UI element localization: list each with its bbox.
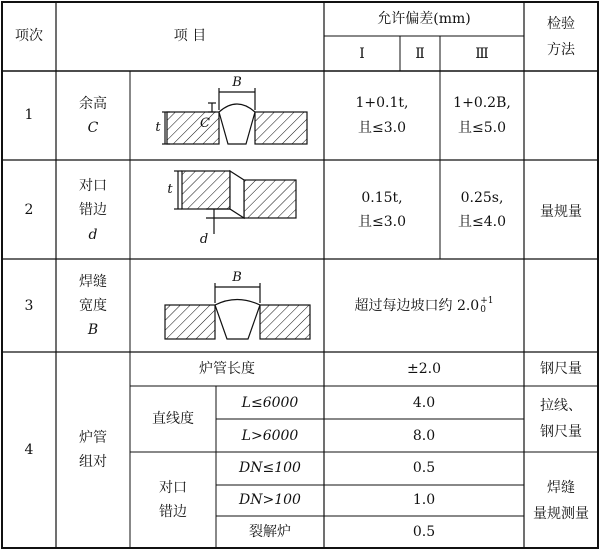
header-grade-3: Ⅲ	[475, 46, 489, 62]
row1-name: 余高	[79, 96, 107, 112]
row4-straight-le-label: L≤6000	[241, 395, 299, 411]
row4-straight-method-2: 钢尺量	[540, 424, 582, 440]
row2-no: 2	[24, 202, 34, 218]
row4-offset-cracker-label: 裂解炉	[249, 524, 291, 540]
row2-dim-t: t	[167, 182, 173, 197]
row2-symbol: d	[88, 227, 98, 243]
row4-offset-method-2: 量规测量	[533, 506, 589, 522]
header-method-1: 检验	[547, 16, 575, 32]
row3-tolerance	[355, 297, 494, 315]
row1-dim-b: B	[232, 75, 242, 90]
row2-tol12-line2: 且≤3.0	[358, 214, 406, 230]
row4-name-1: 炉管	[79, 430, 107, 446]
row4-group-offset-2: 错边	[159, 504, 187, 520]
row2-dim-d: d	[199, 232, 209, 247]
row3-dim-b: B	[232, 270, 242, 285]
row2-tol12-line1: 0.15t,	[361, 190, 403, 206]
row1-dim-t: t	[155, 120, 161, 135]
row4-length-label: 炉管长度	[199, 361, 255, 377]
row3-tolerance-text: 超过每边坡口约 2.0	[354, 298, 480, 314]
row4-offset-le-label: DN≤100	[239, 460, 301, 476]
row4-offset-le-tol: 0.5	[412, 460, 436, 476]
row1-no: 1	[24, 107, 34, 123]
row3-name-2: 宽度	[79, 298, 107, 314]
weld-reinforcement-sketch	[162, 88, 307, 144]
row3-name-1: 焊缝	[79, 274, 107, 290]
header-tolerance: 允许偏差(mm)	[377, 11, 471, 27]
row4-straight-gt-tol: 8.0	[412, 428, 436, 444]
row1-dim-c: C	[200, 116, 210, 131]
row4-offset-cracker-tol: 0.5	[412, 524, 436, 540]
header-item: 项 目	[173, 28, 207, 44]
row3-tolerance-lower: 0	[480, 305, 486, 315]
row2-tol3-line1: 0.25s,	[460, 190, 504, 206]
row4-offset-gt-label: DN>100	[239, 492, 301, 508]
row4-length-tol: ±2.0	[407, 361, 441, 377]
header-grade-1: Ⅰ	[359, 46, 365, 62]
row1-tol12-line2: 且≤3.0	[358, 120, 406, 136]
row4-group-offset-1: 对口	[159, 480, 187, 496]
row3-no: 3	[24, 298, 34, 314]
header-grade-2: Ⅱ	[415, 46, 425, 62]
row4-straight-method-1: 拉线、	[540, 398, 582, 414]
row4-name-2: 组对	[79, 454, 107, 470]
weld-width-sketch	[165, 283, 310, 339]
row4-length-method: 钢尺量	[540, 361, 582, 377]
header-seq: 项次	[15, 28, 43, 44]
rows1-3-method: 量规量	[540, 204, 582, 220]
row3-tolerance-upper: +1	[480, 296, 494, 306]
row4-offset-method-1: 焊缝	[547, 480, 575, 496]
row4-straight-le-tol: 4.0	[412, 395, 436, 411]
row1-symbol: C	[87, 120, 99, 136]
row4-offset-gt-tol: 1.0	[412, 492, 436, 508]
row1-tol3-line1: 1+0.2B,	[453, 95, 511, 111]
row4-straight-gt-label: L>6000	[241, 428, 299, 444]
row2-name-1: 对口	[79, 178, 107, 194]
header-method-2: 方法	[547, 42, 575, 58]
row3-symbol: B	[87, 322, 99, 338]
row4-group-straightness: 直线度	[152, 411, 194, 427]
row4-no: 4	[24, 442, 34, 458]
row1-tol3-line2: 且≤5.0	[458, 120, 506, 136]
misalignment-sketch	[174, 171, 296, 234]
row2-name-2: 错边	[79, 202, 107, 218]
row1-tol12-line1: 1+0.1t,	[355, 95, 409, 111]
row2-tol3-line2: 且≤4.0	[458, 214, 506, 230]
